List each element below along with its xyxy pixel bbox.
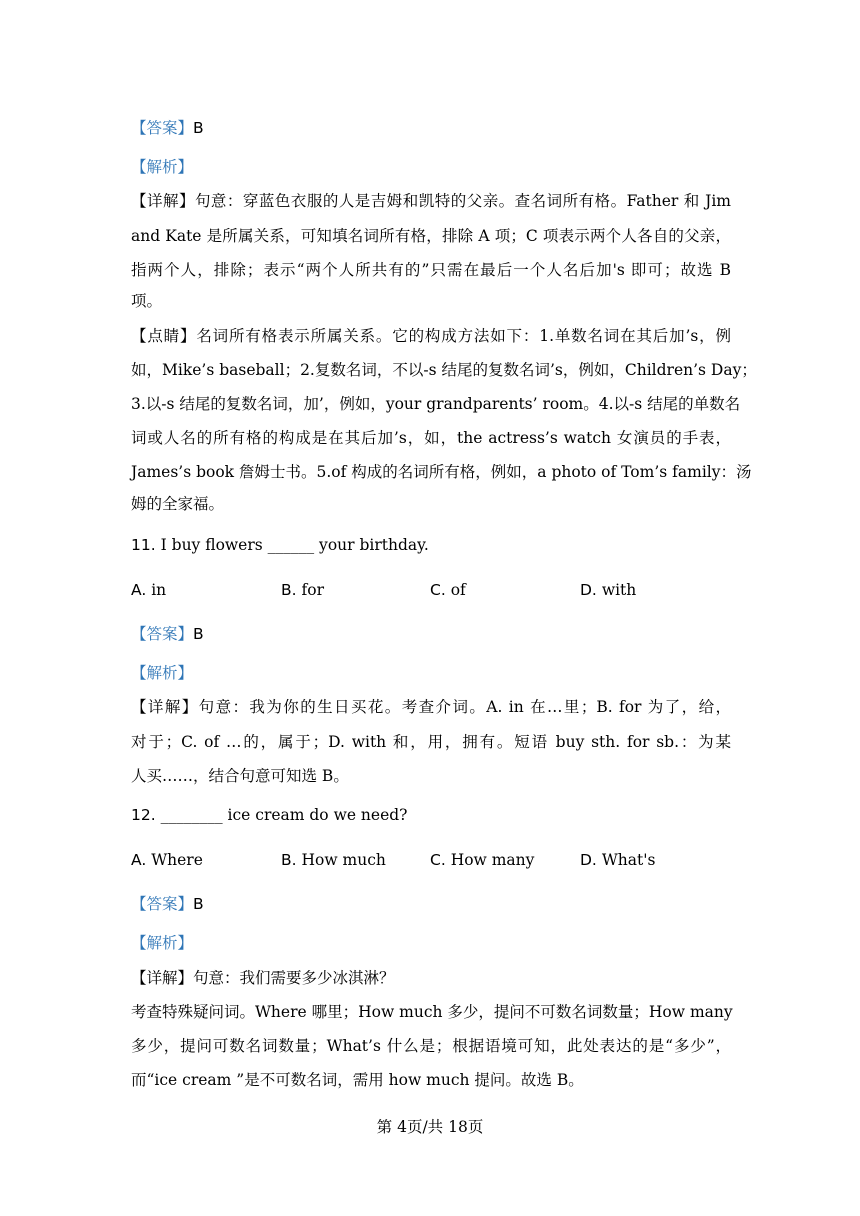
answer-line bbox=[131, 894, 731, 914]
answer-tag: 【答案】 bbox=[131, 119, 194, 137]
tip-line: 3.以-s 结尾的复数名词，加’，例如，your grandparents’ room。4.以-s 结尾的单数名 bbox=[131, 395, 741, 413]
detail-line: 【详解】句意：我为你的生日买花。考查介词。A. in 在…里；B. for 为了，给， bbox=[131, 698, 731, 716]
detail-line: 【详解】句意：我们需要多少冰淇淋？ bbox=[131, 969, 395, 987]
option-c: C. of bbox=[430, 581, 466, 599]
tip-line: 【点睛】名词所有格表示所属关系。它的构成方法如下：1.单数名词在其后加’s，例 bbox=[131, 327, 731, 345]
answer-tag: 【答案】 bbox=[131, 625, 194, 643]
answer-value: B bbox=[193, 119, 204, 137]
option-a: A. in bbox=[131, 581, 167, 599]
answer-line bbox=[131, 624, 731, 644]
answer-line bbox=[131, 118, 731, 138]
tip-line: 词或人名的所有格的构成是在其后加’s，如，the actress’s watch 女演员的手表， bbox=[131, 429, 731, 447]
tip-line: James’s book 詹姆士书。5.of 构成的名词所有格，例如，a photo of Tom’s family：汤 bbox=[131, 463, 752, 481]
option-b: B. for bbox=[281, 581, 324, 599]
detail-line: 指两个人，排除；表示“两个人所共有的”只需在最后一个人名后加's 即可；故选 B bbox=[131, 261, 731, 279]
tip-line: 姆的全家福。 bbox=[131, 495, 225, 513]
detail-line: 对于；C. of …的，属于；D. with 和，用，拥有。短语 buy sth. for sb.：为某 bbox=[131, 733, 731, 751]
detail-line: 而“ice cream ”是不可数名词，需用 how much 提问。故选 B。 bbox=[131, 1071, 584, 1089]
tip-line: 如，Mike’s baseball；2.复数名词，不以-s 结尾的复数名词’s，例如，Children’s Day； bbox=[131, 361, 757, 379]
page-footer: 第 4页/共 18页 bbox=[376, 1118, 484, 1136]
option-c: C. How many bbox=[430, 851, 535, 869]
detail-line: 项。 bbox=[131, 292, 163, 310]
question-12 bbox=[131, 805, 731, 825]
answer-tag: 【答案】 bbox=[131, 895, 194, 913]
analysis-tag: 【解析】 bbox=[131, 158, 194, 176]
detail-line: 【详解】句意：穿蓝色衣服的人是吉姆和凯特的父亲。查名词所有格。Father 和 Jim bbox=[131, 192, 731, 210]
detail-line: 多少，提问可数名词数量；What’s 什么是；根据语境可知，此处表达的是“多少”， bbox=[131, 1037, 731, 1055]
option-d: D. with bbox=[580, 581, 637, 599]
question-11 bbox=[131, 535, 731, 555]
option-a: A. Where bbox=[131, 851, 203, 869]
question-number: 12. bbox=[131, 806, 156, 824]
answer-value: B bbox=[193, 895, 204, 913]
question-number: 11. bbox=[131, 536, 156, 554]
answer-value: B bbox=[193, 625, 204, 643]
option-d: D. What's bbox=[580, 851, 656, 869]
option-b: B. How much bbox=[281, 851, 386, 869]
detail-line: 考查特殊疑问词。Where 哪里；How much 多少，提问不可数名词数量；How many bbox=[131, 1003, 733, 1021]
question-text: I buy flowers ______ your birthday. bbox=[160, 536, 429, 554]
analysis-tag: 【解析】 bbox=[131, 664, 194, 682]
detail-line: 人买……，结合句意可知选 B。 bbox=[131, 767, 349, 785]
detail-line: and Kate 是所属关系，可知填名词所有格，排除 A 项；C 项表示两个人各自的父亲， bbox=[131, 227, 731, 245]
question-text: ________ ice cream do we need? bbox=[160, 806, 408, 824]
analysis-tag: 【解析】 bbox=[131, 934, 194, 952]
